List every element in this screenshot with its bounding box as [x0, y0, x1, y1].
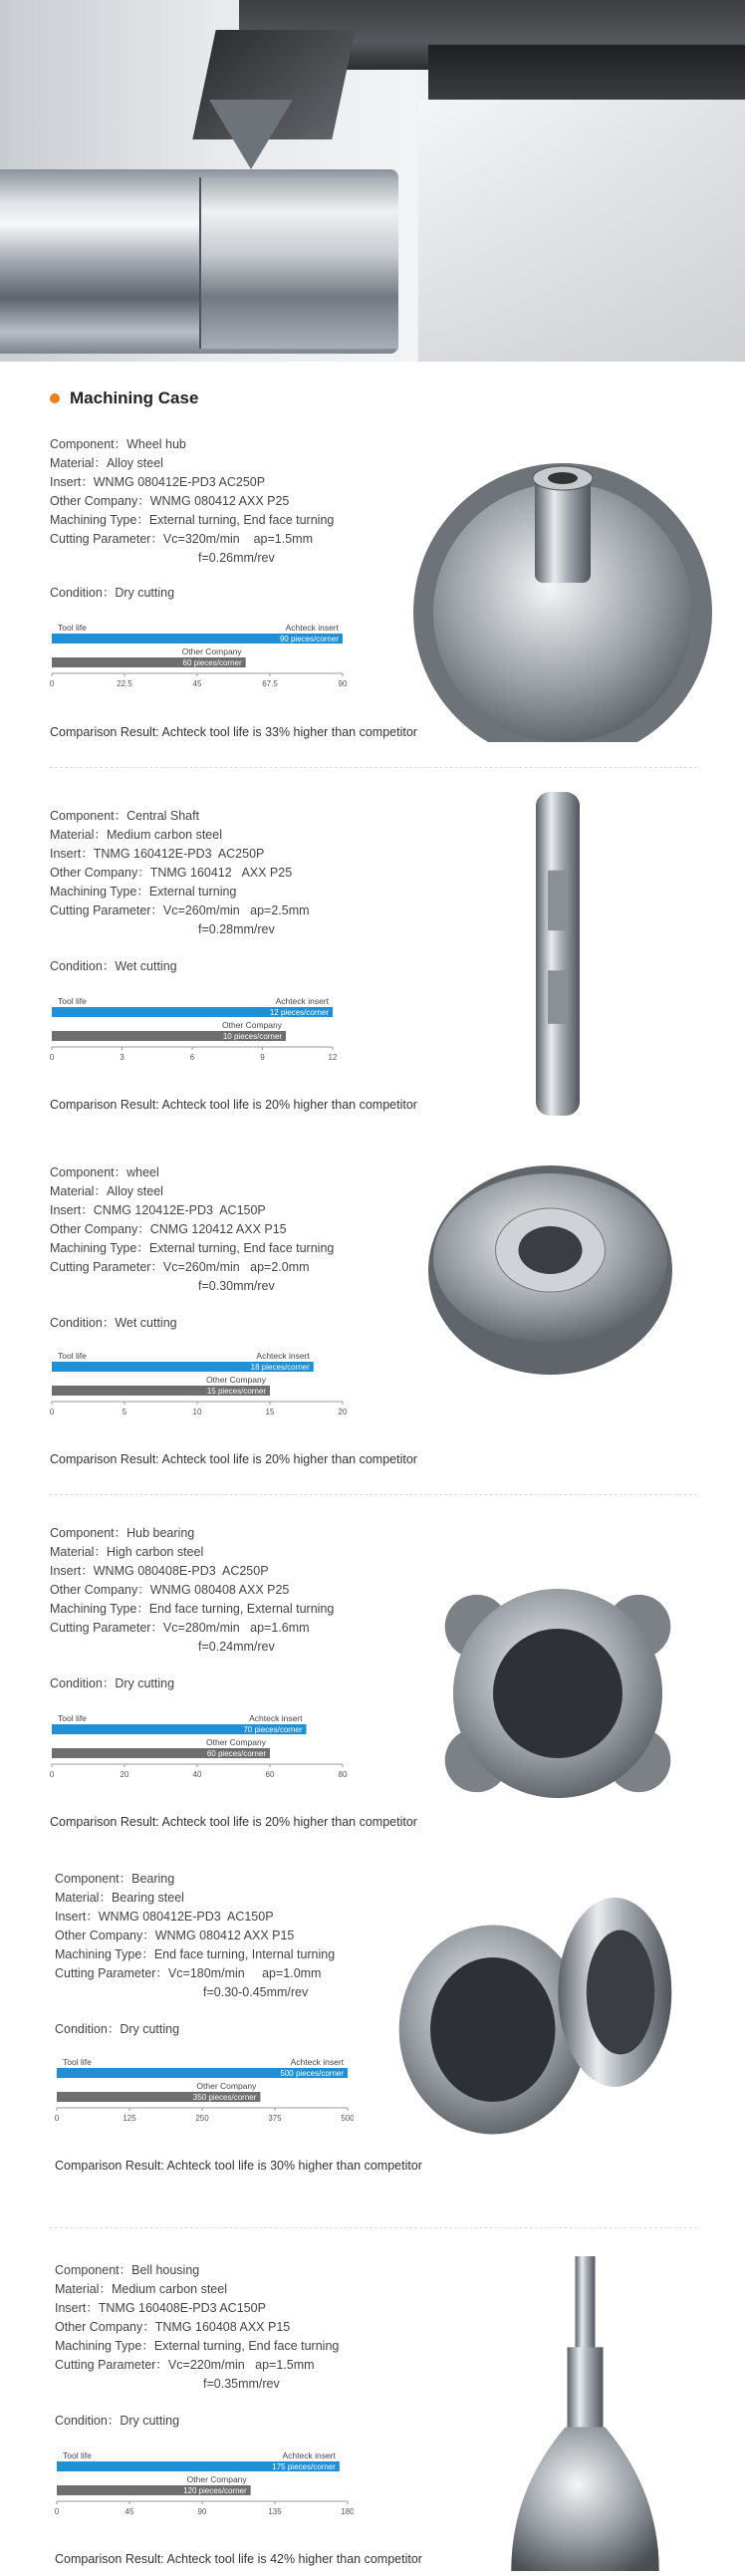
material-line: Material：High carbon steel — [50, 1545, 204, 1559]
x-tick-label: 60 — [265, 1770, 275, 1779]
x-tick-label: 45 — [192, 679, 202, 688]
case-info — [50, 1524, 334, 1657]
case-info — [55, 1870, 335, 2002]
series-name-other: Other Company — [196, 2081, 257, 2091]
material-line: Material：Bearing steel — [55, 1891, 184, 1905]
machining-type-line: Machining Type：End face turning, Internal turning — [55, 1947, 336, 1961]
comparison-result: Comparison Result: Achteck tool life is 42% higher than competitor — [55, 2552, 422, 2566]
machining-type-line: Machining Type：External turning, End face turning — [55, 2339, 340, 2353]
section-title: Machining Case — [50, 388, 198, 408]
condition-line: Condition：Dry cutting — [50, 1676, 175, 1690]
series-name-achteck: Achteck insert — [249, 1713, 303, 1723]
chart-title: Tool life — [58, 996, 87, 1006]
x-tick-label: 20 — [338, 1408, 348, 1417]
chart-container — [50, 620, 349, 722]
x-tick-label: 0 — [55, 2114, 60, 2123]
tool-life-chart-1 — [50, 993, 339, 1091]
insert-line: Insert：WNMG 080412E-PD3 AC250P — [50, 475, 266, 489]
cutting-parameter-line: Cutting Parameter：Vc=260m/min ap=2.5mm — [50, 903, 310, 917]
cutting-parameter-line: Cutting Parameter：Vc=280m/min ap=1.6mm — [50, 1621, 310, 1635]
case-info — [50, 1163, 334, 1296]
chart-title: Tool life — [63, 2057, 92, 2067]
feed-rate-line: f=0.24mm/rev — [198, 1640, 275, 1654]
chart-title: Tool life — [63, 2450, 92, 2460]
component-line: Component：Central Shaft — [50, 809, 200, 823]
machining-type-line: Machining Type：External turning, End face turning — [50, 1241, 335, 1255]
chart-container — [55, 2054, 354, 2157]
bar-label-other: 120 pieces/corner — [183, 2486, 247, 2495]
tool-life-chart-2 — [50, 1348, 349, 1445]
series-name-achteck: Achteck insert — [290, 2057, 344, 2067]
x-tick-label: 135 — [268, 2507, 282, 2516]
case-info — [55, 2261, 339, 2394]
insert-line: Insert：TNMG 160412E-PD3 AC250P — [50, 847, 265, 861]
component-line: Component：Wheel hub — [50, 437, 186, 451]
feed-rate-line: f=0.35mm/rev — [203, 2377, 280, 2391]
feed-rate-line: f=0.28mm/rev — [198, 922, 275, 936]
comparison-result: Comparison Result: Achteck tool life is 30% higher than competitor — [55, 2159, 422, 2173]
material-line: Material：Medium carbon steel — [55, 2282, 227, 2296]
x-tick-label: 15 — [265, 1408, 275, 1417]
x-tick-label: 0 — [55, 2507, 60, 2516]
cutting-parameter-line: Cutting Parameter：Vc=220m/min ap=1.5mm — [55, 2358, 315, 2372]
x-tick-label: 3 — [120, 1053, 124, 1062]
series-name-achteck: Achteck insert — [282, 2450, 336, 2460]
comparison-result: Comparison Result: Achteck tool life is 20% higher than competitor — [50, 1452, 417, 1466]
comparison-result: Comparison Result: Achteck tool life is 20% higher than competitor — [50, 1815, 417, 1829]
x-tick-label: 40 — [192, 1770, 202, 1779]
x-tick-label: 6 — [189, 1053, 195, 1062]
x-tick-label: 80 — [338, 1770, 348, 1779]
bar-label-achteck: 90 pieces/corner — [279, 635, 339, 644]
x-tick-label: 22.5 — [117, 679, 132, 688]
material-line: Material：Alloy steel — [50, 1184, 163, 1198]
divider — [50, 1494, 697, 1495]
machining-type-line: Machining Type：End face turning, External turning — [50, 1602, 335, 1616]
other-company-line: Other Company：CNMG 120412 AXX P15 — [50, 1222, 287, 1236]
chart-title: Tool life — [58, 623, 87, 633]
series-name-other: Other Company — [206, 1375, 266, 1385]
x-tick-label: 180 — [341, 2507, 354, 2516]
other-company-line: Other Company：WNMG 080412 AXX P15 — [55, 1929, 295, 1942]
cutting-parameter-line: Cutting Parameter：Vc=260m/min ap=2.0mm — [50, 1260, 310, 1274]
machining-type-line: Machining Type：External turning — [50, 885, 237, 899]
chart-container — [50, 1348, 349, 1450]
component-line: Component：Bearing — [55, 1872, 175, 1886]
hero-banner-image — [0, 0, 745, 362]
chart-container — [50, 993, 339, 1096]
x-tick-label: 45 — [124, 2507, 134, 2516]
component-line: Component：Hub bearing — [50, 1526, 195, 1540]
x-tick-label: 12 — [328, 1053, 338, 1062]
insert-line: Insert：TNMG 160408E-PD3 AC150P — [55, 2301, 266, 2315]
component-line: Component：wheel — [50, 1165, 159, 1179]
feed-rate-line: f=0.26mm/rev — [198, 551, 275, 565]
cutting-parameter-line: Cutting Parameter：Vc=320m/min ap=1.5mm — [50, 532, 314, 546]
x-tick-label: 67.5 — [262, 679, 278, 688]
series-name-other: Other Company — [222, 1020, 282, 1030]
comparison-result: Comparison Result: Achteck tool life is 20% higher than competitor — [50, 1098, 417, 1112]
other-company-line: Other Company：WNMG 080408 AXX P25 — [50, 1583, 290, 1597]
series-name-achteck: Achteck insert — [275, 996, 329, 1006]
bar-label-achteck: 18 pieces/corner — [250, 1363, 310, 1372]
part-photo — [423, 1146, 677, 1395]
part-photo — [513, 787, 603, 1121]
bar-label-achteck: 175 pieces/corner — [272, 2462, 336, 2471]
bar-label-other: 15 pieces/corner — [206, 1387, 266, 1396]
case-info — [50, 807, 310, 939]
bar-label-other: 10 pieces/corner — [222, 1032, 282, 1041]
insert-line: Insert：CNMG 120412E-PD3 AC150P — [50, 1203, 266, 1217]
condition-line: Condition：Wet cutting — [50, 1316, 177, 1330]
chart-container — [50, 1710, 349, 1813]
comparison-result: Comparison Result: Achteck tool life is 33% higher than competitor — [50, 725, 417, 739]
tool-life-chart-3 — [50, 1710, 349, 1808]
x-tick-label: 250 — [195, 2114, 209, 2123]
bar-label-achteck: 70 pieces/corner — [243, 1725, 303, 1734]
chart-title: Tool life — [58, 1713, 87, 1723]
bullet-dot-icon — [50, 393, 60, 403]
part-photo — [408, 1564, 707, 1823]
bar-label-other: 350 pieces/corner — [192, 2093, 257, 2102]
part-photo — [393, 1893, 677, 2142]
other-company-line: Other Company：TNMG 160412 AXX P25 — [50, 866, 293, 880]
series-name-other: Other Company — [206, 1737, 266, 1747]
material-line: Material：Medium carbon steel — [50, 828, 222, 842]
material-line: Material：Alloy steel — [50, 456, 163, 470]
case-info — [50, 435, 334, 568]
x-tick-label: 10 — [192, 1408, 202, 1417]
series-name-achteck: Achteck insert — [285, 623, 339, 633]
bar-label-achteck: 12 pieces/corner — [269, 1008, 329, 1017]
condition-line: Condition：Dry cutting — [55, 2414, 180, 2428]
divider — [50, 767, 697, 768]
bar-label-achteck: 500 pieces/corner — [280, 2069, 344, 2078]
x-tick-label: 90 — [197, 2507, 207, 2516]
condition-line: Condition：Dry cutting — [55, 2022, 180, 2036]
part-photo — [408, 453, 717, 742]
tool-life-chart-5 — [55, 2447, 354, 2545]
x-tick-label: 90 — [338, 679, 348, 688]
condition-line: Condition：Dry cutting — [50, 586, 175, 600]
series-name-other: Other Company — [181, 646, 242, 656]
x-tick-label: 0 — [50, 1408, 55, 1417]
feed-rate-line: f=0.30mm/rev — [198, 1279, 275, 1293]
insert-line: Insert：WNMG 080412E-PD3 AC150P — [55, 1910, 274, 1924]
series-name-other: Other Company — [186, 2474, 247, 2484]
x-tick-label: 0 — [50, 1770, 55, 1779]
series-name-achteck: Achteck insert — [256, 1351, 310, 1361]
x-tick-label: 9 — [260, 1053, 265, 1062]
other-company-line: Other Company：TNMG 160408 AXX P15 — [55, 2320, 291, 2334]
x-tick-label: 20 — [120, 1770, 129, 1779]
x-tick-label: 5 — [122, 1408, 127, 1417]
tool-life-chart-0 — [50, 620, 349, 717]
feed-rate-line: f=0.30-0.45mm/rev — [203, 1985, 309, 1999]
component-line: Component：Bell housing — [55, 2263, 200, 2277]
bar-label-other: 60 pieces/corner — [182, 658, 242, 667]
insert-line: Insert：WNMG 080408E-PD3 AC250P — [50, 1564, 269, 1578]
divider — [50, 2227, 697, 2228]
x-tick-label: 125 — [123, 2114, 136, 2123]
bar-label-other: 60 pieces/corner — [206, 1749, 266, 1758]
other-company-line: Other Company：WNMG 080412 AXX P25 — [50, 494, 290, 508]
tool-life-chart-4 — [55, 2054, 354, 2152]
cutting-parameter-line: Cutting Parameter：Vc=180m/min ap=1.0mm — [55, 1966, 322, 1980]
part-photo — [503, 2251, 667, 2571]
x-tick-label: 0 — [50, 1053, 55, 1062]
x-tick-label: 0 — [50, 679, 55, 688]
x-tick-label: 500 — [341, 2114, 354, 2123]
chart-title: Tool life — [58, 1351, 87, 1361]
machining-type-line: Machining Type：External turning, End face turning — [50, 513, 335, 527]
x-tick-label: 375 — [268, 2114, 282, 2123]
chart-container — [55, 2447, 354, 2550]
condition-line: Condition：Wet cutting — [50, 959, 177, 973]
